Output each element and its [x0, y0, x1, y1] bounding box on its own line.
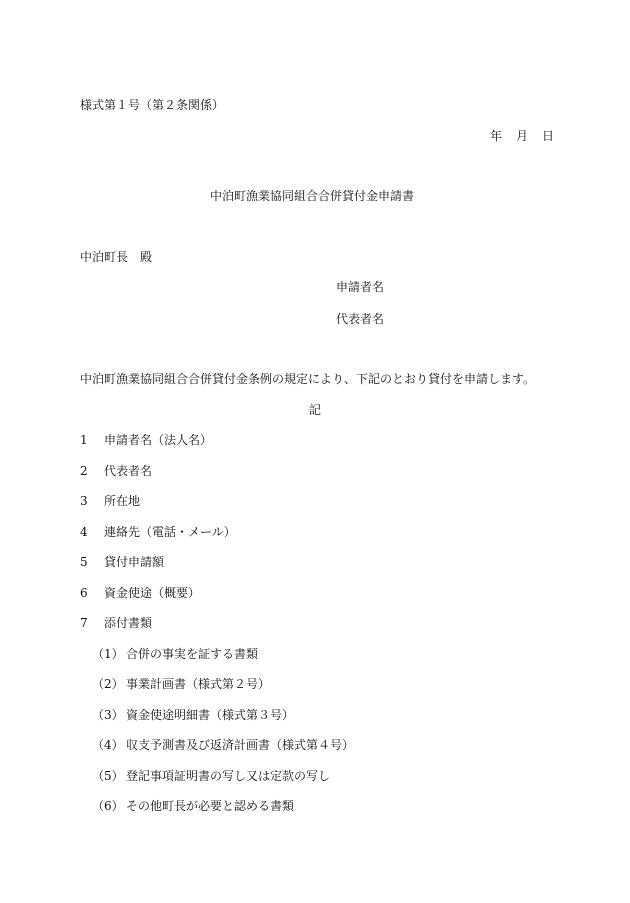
attachment-item	[92, 676, 270, 692]
attachment-item	[92, 737, 354, 753]
date-line	[490, 128, 554, 144]
attachment-number: （6）	[92, 799, 124, 813]
item-number: 2	[80, 464, 88, 478]
attachment-label: 事業計画書（様式第２号）	[126, 677, 271, 691]
attachment-item	[92, 646, 258, 662]
date-day: 日	[542, 129, 555, 143]
item-number: 3	[80, 494, 88, 508]
attachment-label: 資金使途明細書（様式第３号）	[126, 708, 295, 722]
attachment-item	[92, 768, 330, 784]
attachment-label: 登記事項証明書の写し又は定款の写し	[126, 769, 331, 783]
document-title: 中泊町漁業協同組合合併貸付金申請書	[210, 189, 415, 203]
item-number: 1	[80, 433, 88, 447]
list-item	[80, 524, 236, 540]
list-item	[80, 463, 152, 479]
item-label: 申請者名（法人名）	[104, 433, 213, 447]
applicant-name-label: 申請者名	[336, 280, 385, 294]
item-number: 4	[80, 525, 88, 539]
attachment-label: 合併の事実を証する書類	[126, 647, 259, 661]
form-number: 様式第１号（第２条関係）	[80, 98, 225, 112]
item-label: 連絡先（電話・メール）	[104, 525, 236, 539]
date-year: 年	[490, 129, 503, 143]
ki-heading: 記	[309, 403, 322, 417]
attachment-number: （3）	[92, 708, 124, 722]
list-item	[80, 554, 164, 570]
addressee: 中泊町長 殿	[80, 250, 153, 264]
attachment-item	[92, 707, 294, 723]
list-item	[80, 493, 140, 509]
item-number: 5	[80, 555, 88, 569]
attachment-label: 収支予測書及び返済計画書（様式第４号）	[126, 738, 355, 752]
item-label: 添付書類	[104, 616, 153, 630]
item-label: 資金使途（概要）	[104, 586, 201, 600]
attachment-number: （5）	[92, 769, 124, 783]
attachment-number: （2）	[92, 677, 124, 691]
item-label: 貸付申請額	[104, 555, 165, 569]
attachment-item	[92, 798, 294, 814]
list-item	[80, 585, 200, 601]
body-text: 中泊町漁業協同組合合併貸付金条例の規定により、下記のとおり貸付を申請します。	[80, 372, 536, 386]
attachment-number: （4）	[92, 738, 124, 752]
date-month: 月	[516, 129, 529, 143]
list-item	[80, 432, 212, 448]
representative-name-label: 代表者名	[336, 312, 385, 326]
attachment-number: （1）	[92, 647, 124, 661]
item-label: 所在地	[104, 494, 141, 508]
attachment-label: その他町長が必要と認める書類	[126, 799, 295, 813]
item-number: 6	[80, 586, 88, 600]
list-item	[80, 615, 152, 631]
item-number: 7	[80, 616, 88, 630]
item-label: 代表者名	[104, 464, 153, 478]
